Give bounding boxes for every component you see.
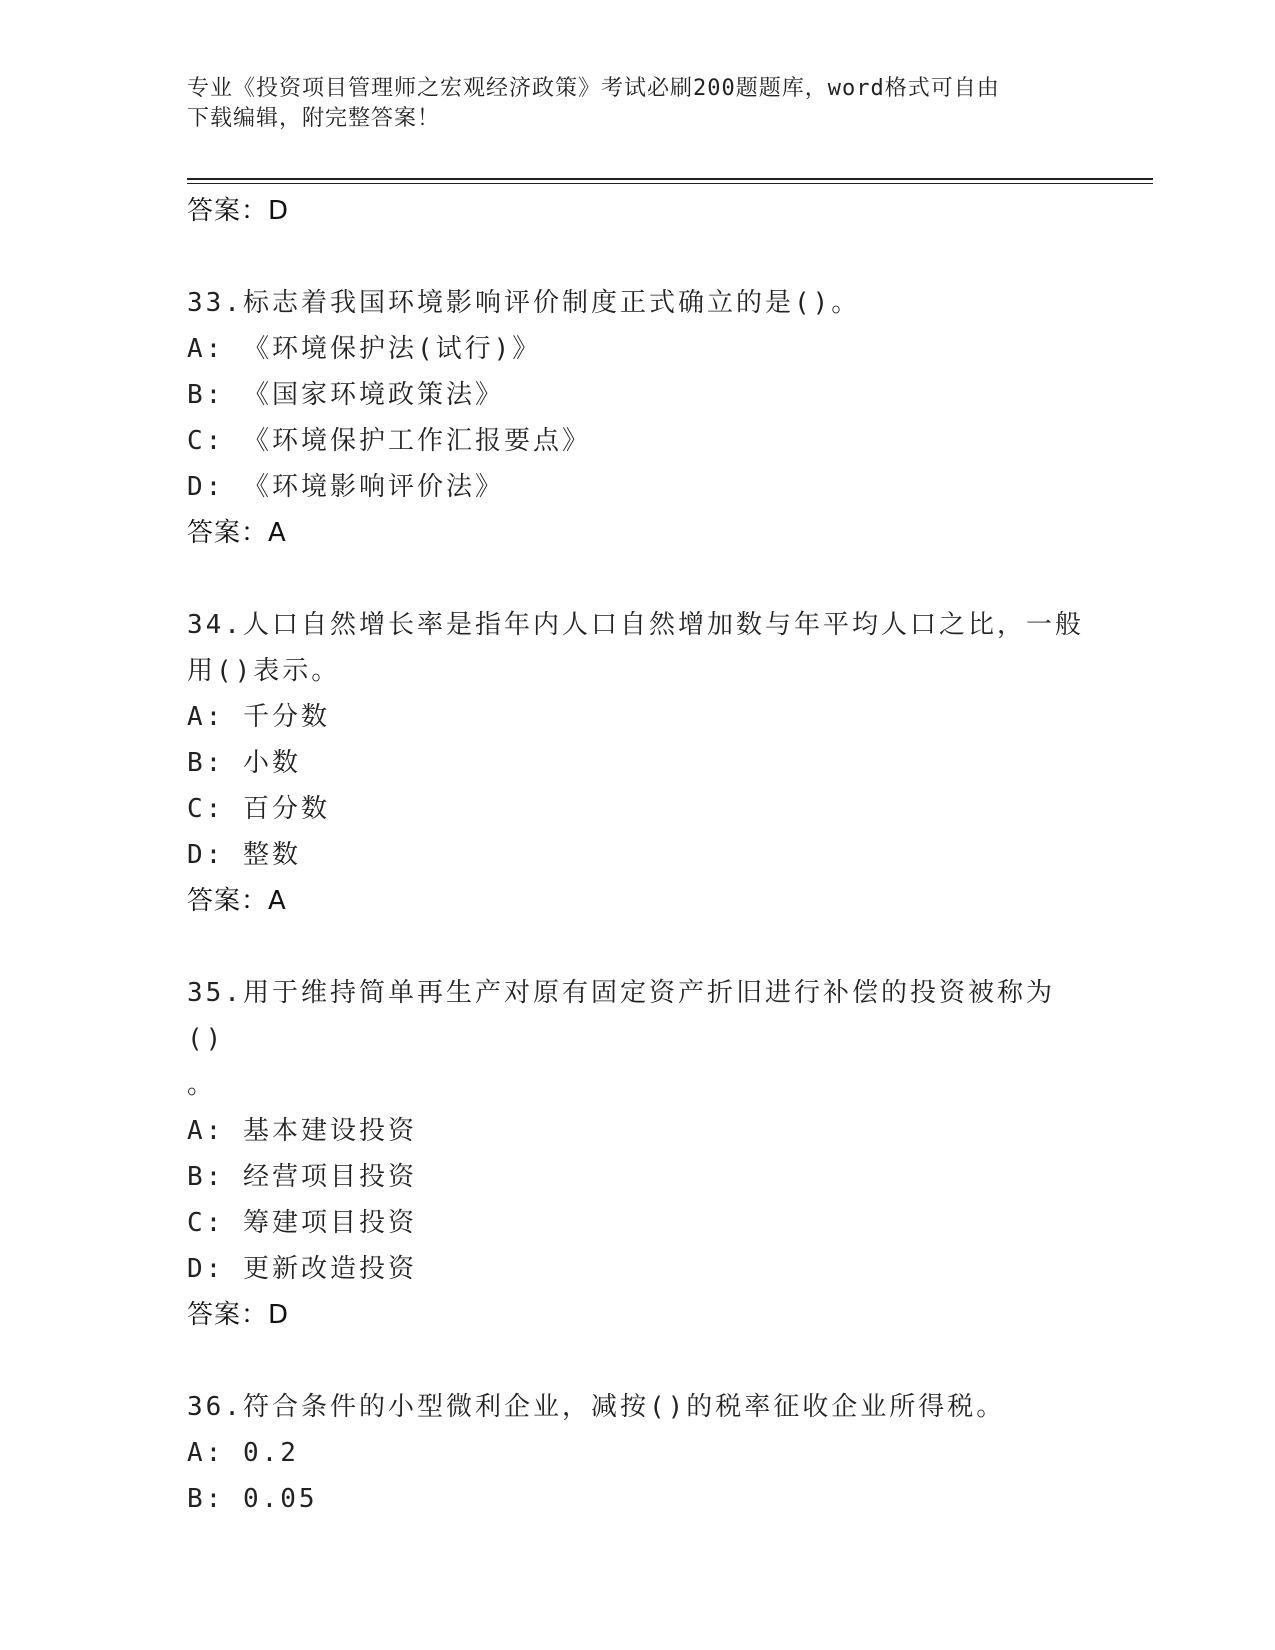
answer-previous: 答案：D xyxy=(187,196,290,226)
option-c: C: 筹建项目投资 xyxy=(187,1208,417,1238)
option-c: C: 《环境保护工作汇报要点》 xyxy=(187,426,591,456)
header-divider-thick xyxy=(187,178,1153,180)
option-a: A: 《环境保护法(试行)》 xyxy=(187,334,542,364)
option-a: A: 0.2 xyxy=(187,1438,299,1468)
answer: 答案：D xyxy=(187,1300,290,1330)
question-text: 35.用于维持简单再生产对原有固定资产折旧进行补偿的投资被称为() xyxy=(187,978,1055,1054)
answer: 答案：A xyxy=(187,518,287,548)
option-d: D: 整数 xyxy=(187,840,301,870)
question-text: 36.符合条件的小型微利企业，减按()的税率征收企业所得税。 xyxy=(187,1392,1006,1422)
option-b: B: 经营项目投资 xyxy=(187,1162,417,1192)
option-d: D: 更新改造投资 xyxy=(187,1254,417,1284)
question-34 xyxy=(187,602,1087,924)
option-a: A: 千分数 xyxy=(187,702,330,732)
option-b: B: 《国家环境政策法》 xyxy=(187,380,504,410)
option-c: C: 百分数 xyxy=(187,794,330,824)
question-text: 33.标志着我国环境影响评价制度正式确立的是()。 xyxy=(187,288,861,318)
option-b: B: 小数 xyxy=(187,748,301,778)
header-line-1: 专业《投资项目管理师之宏观经济政策》考试必刷200题题库，word格式可自由 xyxy=(187,76,1000,101)
question-text-continued: 。 xyxy=(187,1070,217,1100)
document-content xyxy=(187,188,1087,1522)
option-d: D: 《环境影响评价法》 xyxy=(187,472,504,502)
question-35 xyxy=(187,970,1087,1338)
question-36 xyxy=(187,1384,1087,1522)
option-b: B: 0.05 xyxy=(187,1484,318,1514)
answer: 答案：A xyxy=(187,886,287,916)
question-text: 34.人口自然增长率是指年内人口自然增加数与年平均人口之比，一般 xyxy=(187,610,1084,640)
question-33 xyxy=(187,280,1087,556)
question-text-continued: 用()表示。 xyxy=(187,656,341,686)
header-line-2: 下载编辑，附完整答案！ xyxy=(187,106,441,131)
header-divider-thin xyxy=(187,183,1153,184)
document-header xyxy=(187,74,1087,134)
option-a: A: 基本建设投资 xyxy=(187,1116,417,1146)
